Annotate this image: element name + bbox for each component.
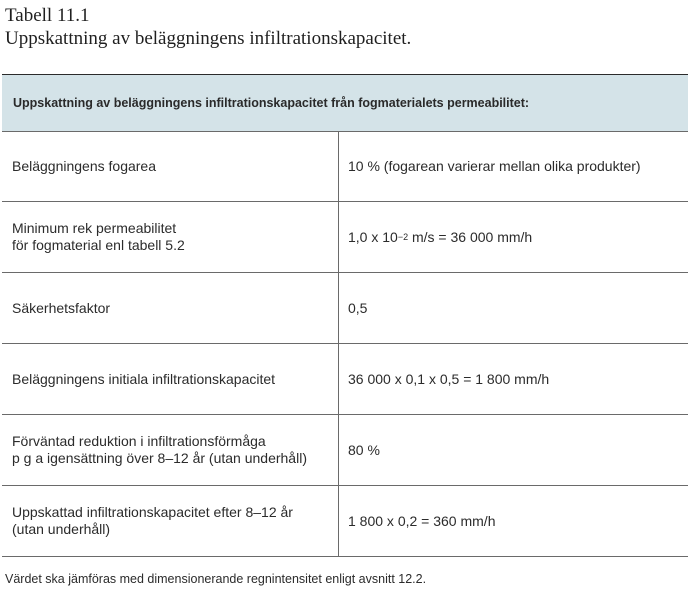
table-row [2,273,688,344]
exponent: −2 [397,231,409,242]
row-value: 80 % [348,441,380,458]
row-label: Förväntad reduktion i infiltrationsförmåga p g a igensättning över 8–12 år (utan underhåll) [2,415,339,485]
row-value: 0,5 [348,299,368,316]
table-row [2,415,688,486]
footnote: Värdet ska jämföras med dimensionerande regnintensitet enligt avsnitt 12.2. [5,572,427,586]
table-number: Tabell 11.1 [5,5,90,26]
row-label: Minimum rek permeabilitet för fogmaterial enl tabell 5.2 [2,202,339,272]
row-label: Uppskattad infiltrationskapacitet efter 8–12 år (utan underhåll) [2,486,339,556]
table-row [2,344,688,415]
table-row [2,486,688,557]
table-header: Uppskattning av beläggningens infiltrationskapacitet från fogmaterialets permeabilitet: [2,75,688,132]
row-value: 10 % (fogarean varierar mellan olika produkter) [348,158,641,174]
row-label: Beläggningens fogarea [2,132,339,201]
table-row [2,202,688,273]
table-title: Uppskattning av beläggningens infiltrationskapacitet. [5,28,412,49]
row-label: Beläggningens initiala infiltrationskapacitet [2,344,339,414]
row-value: 36 000 x 0,1 x 0,5 = 1 800 mm/h [348,370,550,387]
table-caption [5,4,411,50]
row-label: Säkerhetsfaktor [2,273,339,343]
data-table [2,74,688,557]
row-value: 1,0 x 10 −2 m/s = 36 000 mm/h [348,228,533,245]
row-value: 1 800 x 0,2 = 360 mm/h [348,512,496,529]
table-row [2,132,688,202]
